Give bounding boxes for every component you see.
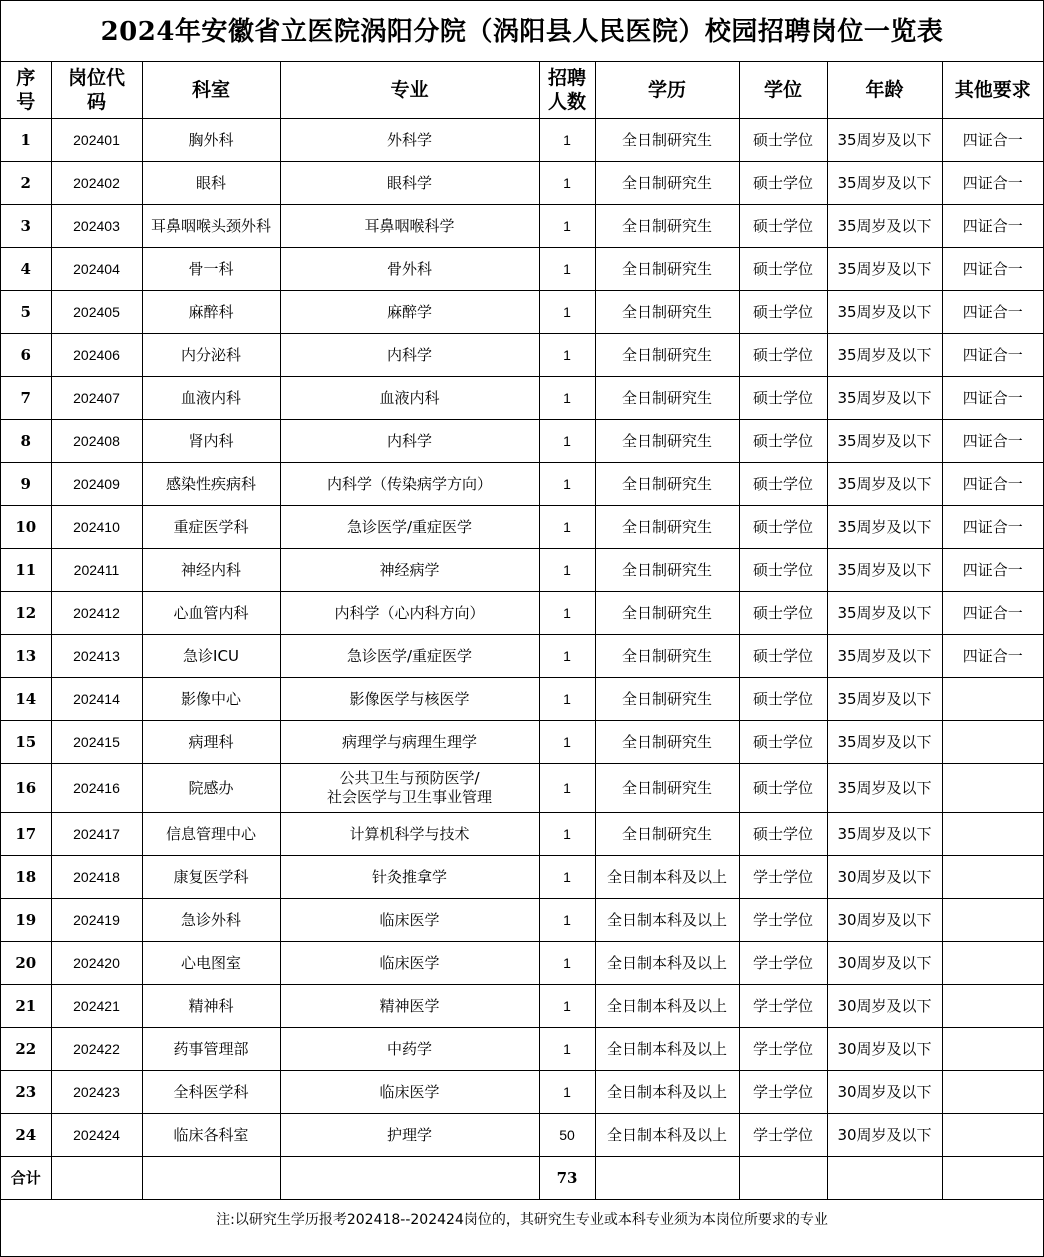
- cell-code: 202403: [51, 204, 142, 247]
- table-row: [1, 290, 1043, 333]
- table-row: [1, 898, 1043, 941]
- cell-dept: 临床各科室: [142, 1113, 280, 1156]
- cell-count: 1: [539, 333, 595, 376]
- cell-age: 35周岁及以下: [827, 333, 942, 376]
- cell-code: 202421: [51, 984, 142, 1027]
- cell-other: 四证合一: [942, 247, 1043, 290]
- cell-other: [942, 984, 1043, 1027]
- cell-count: 1: [539, 204, 595, 247]
- cell-degree: 学士学位: [739, 984, 827, 1027]
- cell-seq: 12: [1, 591, 51, 634]
- table-row: [1, 763, 1043, 812]
- cell-age: 30周岁及以下: [827, 1027, 942, 1070]
- cell-degree: 硕士学位: [739, 118, 827, 161]
- table-row: [1, 1027, 1043, 1070]
- cell-dept: 影像中心: [142, 677, 280, 720]
- cell-edu: 全日制研究生: [595, 720, 739, 763]
- cell-degree: 硕士学位: [739, 720, 827, 763]
- cell-edu: 全日制研究生: [595, 505, 739, 548]
- cell-edu: 全日制本科及以上: [595, 984, 739, 1027]
- cell-seq: 17: [1, 812, 51, 855]
- cell-major: 临床医学: [280, 941, 539, 984]
- cell-major: 神经病学: [280, 548, 539, 591]
- cell-age: 35周岁及以下: [827, 376, 942, 419]
- cell-other: [942, 812, 1043, 855]
- cell-count: 1: [539, 1027, 595, 1070]
- cell-other: 四证合一: [942, 419, 1043, 462]
- cell-other: 四证合一: [942, 118, 1043, 161]
- cell-dept: 耳鼻咽喉头颈外科: [142, 204, 280, 247]
- cell-age: 35周岁及以下: [827, 505, 942, 548]
- total-empty-major: [280, 1156, 539, 1199]
- cell-seq: 6: [1, 333, 51, 376]
- table-row: [1, 720, 1043, 763]
- cell-seq: 9: [1, 462, 51, 505]
- cell-seq: 5: [1, 290, 51, 333]
- cell-seq: 14: [1, 677, 51, 720]
- cell-code: 202416: [51, 763, 142, 812]
- cell-dept: 胸外科: [142, 118, 280, 161]
- cell-count: 1: [539, 548, 595, 591]
- cell-code: 202419: [51, 898, 142, 941]
- header-count: 招聘 人数: [539, 62, 595, 118]
- cell-edu: 全日制本科及以上: [595, 855, 739, 898]
- cell-count: 1: [539, 161, 595, 204]
- cell-major: 计算机科学与技术: [280, 812, 539, 855]
- total-empty-edu: [595, 1156, 739, 1199]
- table-row: [1, 505, 1043, 548]
- cell-count: 1: [539, 984, 595, 1027]
- cell-age: 35周岁及以下: [827, 591, 942, 634]
- cell-edu: 全日制研究生: [595, 548, 739, 591]
- cell-major: 血液内科: [280, 376, 539, 419]
- cell-other: [942, 1113, 1043, 1156]
- cell-age: 35周岁及以下: [827, 118, 942, 161]
- total-empty-degree: [739, 1156, 827, 1199]
- cell-count: 1: [539, 462, 595, 505]
- table-row: [1, 548, 1043, 591]
- cell-seq: 8: [1, 419, 51, 462]
- cell-degree: 硕士学位: [739, 677, 827, 720]
- cell-count: 1: [539, 720, 595, 763]
- cell-other: [942, 677, 1043, 720]
- cell-count: 1: [539, 855, 595, 898]
- cell-seq: 20: [1, 941, 51, 984]
- cell-degree: 硕士学位: [739, 505, 827, 548]
- cell-code: 202417: [51, 812, 142, 855]
- cell-major: 公共卫生与预防医学/ 社会医学与卫生事业管理: [280, 763, 539, 812]
- cell-dept: 病理科: [142, 720, 280, 763]
- cell-count: 1: [539, 419, 595, 462]
- cell-age: 30周岁及以下: [827, 984, 942, 1027]
- cell-degree: 学士学位: [739, 1113, 827, 1156]
- cell-other: 四证合一: [942, 634, 1043, 677]
- table-header: [1, 62, 1043, 118]
- total-count: 73: [539, 1156, 595, 1199]
- cell-count: 1: [539, 118, 595, 161]
- table-row: [1, 376, 1043, 419]
- cell-age: 30周岁及以下: [827, 855, 942, 898]
- cell-other: 四证合一: [942, 161, 1043, 204]
- cell-code: 202409: [51, 462, 142, 505]
- header-seq: 序 号: [1, 62, 51, 118]
- cell-count: 1: [539, 812, 595, 855]
- header-dept: 科室: [142, 62, 280, 118]
- cell-edu: 全日制研究生: [595, 333, 739, 376]
- cell-code: 202413: [51, 634, 142, 677]
- cell-edu: 全日制研究生: [595, 419, 739, 462]
- cell-degree: 硕士学位: [739, 419, 827, 462]
- cell-edu: 全日制本科及以上: [595, 898, 739, 941]
- cell-count: 1: [539, 677, 595, 720]
- cell-dept: 眼科: [142, 161, 280, 204]
- cell-seq: 3: [1, 204, 51, 247]
- cell-seq: 24: [1, 1113, 51, 1156]
- header-code: 岗位代 码: [51, 62, 142, 118]
- cell-other: [942, 898, 1043, 941]
- cell-edu: 全日制研究生: [595, 247, 739, 290]
- cell-seq: 22: [1, 1027, 51, 1070]
- table-body: [1, 118, 1043, 1156]
- cell-degree: 硕士学位: [739, 161, 827, 204]
- cell-other: 四证合一: [942, 591, 1043, 634]
- cell-code: 202422: [51, 1027, 142, 1070]
- page-title: 2024年安徽省立医院涡阳分院（涡阳县人民医院）校园招聘岗位一览表: [1, 1, 1043, 62]
- cell-code: 202406: [51, 333, 142, 376]
- cell-code: 202405: [51, 290, 142, 333]
- cell-degree: 学士学位: [739, 855, 827, 898]
- cell-age: 30周岁及以下: [827, 898, 942, 941]
- cell-other: [942, 720, 1043, 763]
- cell-edu: 全日制研究生: [595, 763, 739, 812]
- cell-age: 30周岁及以下: [827, 1070, 942, 1113]
- cell-dept: 重症医学科: [142, 505, 280, 548]
- cell-age: 35周岁及以下: [827, 720, 942, 763]
- table-row: [1, 855, 1043, 898]
- cell-degree: 硕士学位: [739, 290, 827, 333]
- cell-count: 50: [539, 1113, 595, 1156]
- cell-major: 骨外科: [280, 247, 539, 290]
- cell-other: 四证合一: [942, 462, 1043, 505]
- cell-other: 四证合一: [942, 204, 1043, 247]
- cell-dept: 肾内科: [142, 419, 280, 462]
- cell-other: [942, 763, 1043, 812]
- cell-code: 202401: [51, 118, 142, 161]
- cell-major: 麻醉学: [280, 290, 539, 333]
- cell-code: 202424: [51, 1113, 142, 1156]
- cell-age: 35周岁及以下: [827, 763, 942, 812]
- header-age: 年龄: [827, 62, 942, 118]
- cell-dept: 康复医学科: [142, 855, 280, 898]
- cell-count: 1: [539, 1070, 595, 1113]
- cell-seq: 10: [1, 505, 51, 548]
- total-row: [1, 1156, 1043, 1199]
- cell-age: 35周岁及以下: [827, 634, 942, 677]
- cell-edu: 全日制研究生: [595, 290, 739, 333]
- cell-other: [942, 941, 1043, 984]
- cell-degree: 硕士学位: [739, 812, 827, 855]
- cell-degree: 硕士学位: [739, 247, 827, 290]
- cell-other: 四证合一: [942, 505, 1043, 548]
- cell-code: 202415: [51, 720, 142, 763]
- cell-code: 202410: [51, 505, 142, 548]
- cell-other: 四证合一: [942, 376, 1043, 419]
- cell-seq: 15: [1, 720, 51, 763]
- cell-other: [942, 1070, 1043, 1113]
- cell-major: 护理学: [280, 1113, 539, 1156]
- cell-age: 35周岁及以下: [827, 812, 942, 855]
- cell-edu: 全日制研究生: [595, 677, 739, 720]
- cell-count: 1: [539, 290, 595, 333]
- cell-major: 针灸推拿学: [280, 855, 539, 898]
- cell-seq: 21: [1, 984, 51, 1027]
- cell-seq: 19: [1, 898, 51, 941]
- cell-count: 1: [539, 505, 595, 548]
- table-row: [1, 118, 1043, 161]
- cell-major: 眼科学: [280, 161, 539, 204]
- cell-edu: 全日制本科及以上: [595, 1027, 739, 1070]
- header-row: [1, 62, 1043, 118]
- cell-other: [942, 1027, 1043, 1070]
- cell-major: 急诊医学/重症医学: [280, 634, 539, 677]
- cell-degree: 硕士学位: [739, 204, 827, 247]
- total-empty-code: [51, 1156, 142, 1199]
- cell-age: 30周岁及以下: [827, 1113, 942, 1156]
- cell-major: 内科学: [280, 419, 539, 462]
- cell-edu: 全日制研究生: [595, 462, 739, 505]
- cell-age: 35周岁及以下: [827, 247, 942, 290]
- table-row: [1, 161, 1043, 204]
- cell-other: 四证合一: [942, 333, 1043, 376]
- cell-code: 202423: [51, 1070, 142, 1113]
- cell-degree: 学士学位: [739, 898, 827, 941]
- cell-age: 35周岁及以下: [827, 419, 942, 462]
- table-footer: [1, 1156, 1043, 1199]
- cell-edu: 全日制本科及以上: [595, 1113, 739, 1156]
- cell-major: 外科学: [280, 118, 539, 161]
- cell-major: 内科学（心内科方向）: [280, 591, 539, 634]
- table-row: [1, 984, 1043, 1027]
- cell-age: 35周岁及以下: [827, 462, 942, 505]
- cell-dept: 药事管理部: [142, 1027, 280, 1070]
- cell-dept: 内分泌科: [142, 333, 280, 376]
- cell-seq: 1: [1, 118, 51, 161]
- cell-count: 1: [539, 591, 595, 634]
- cell-major: 临床医学: [280, 1070, 539, 1113]
- footnote: 注:以研究生学历报考202418--202424岗位的，其研究生专业或本科专业须为本岗位所要求的专业: [216, 1211, 828, 1228]
- cell-code: 202414: [51, 677, 142, 720]
- cell-dept: 心电图室: [142, 941, 280, 984]
- header-major: 专业: [280, 62, 539, 118]
- cell-seq: 2: [1, 161, 51, 204]
- table-row: [1, 591, 1043, 634]
- cell-dept: 急诊ICU: [142, 634, 280, 677]
- cell-code: 202407: [51, 376, 142, 419]
- cell-dept: 神经内科: [142, 548, 280, 591]
- table-row: [1, 204, 1043, 247]
- positions-table: [1, 62, 1043, 1200]
- cell-seq: 4: [1, 247, 51, 290]
- cell-major: 临床医学: [280, 898, 539, 941]
- cell-dept: 血液内科: [142, 376, 280, 419]
- cell-code: 202408: [51, 419, 142, 462]
- cell-seq: 11: [1, 548, 51, 591]
- cell-major: 内科学: [280, 333, 539, 376]
- cell-degree: 硕士学位: [739, 763, 827, 812]
- cell-age: 30周岁及以下: [827, 941, 942, 984]
- cell-seq: 7: [1, 376, 51, 419]
- cell-major: 中药学: [280, 1027, 539, 1070]
- cell-count: 1: [539, 763, 595, 812]
- table-row: [1, 634, 1043, 677]
- table-row: [1, 812, 1043, 855]
- cell-seq: 18: [1, 855, 51, 898]
- total-label: 合计: [1, 1156, 51, 1199]
- cell-age: 35周岁及以下: [827, 204, 942, 247]
- cell-degree: 学士学位: [739, 1027, 827, 1070]
- cell-major: 病理学与病理生理学: [280, 720, 539, 763]
- cell-age: 35周岁及以下: [827, 548, 942, 591]
- cell-other: 四证合一: [942, 548, 1043, 591]
- table-row: [1, 247, 1043, 290]
- cell-dept: 精神科: [142, 984, 280, 1027]
- cell-degree: 硕士学位: [739, 591, 827, 634]
- cell-dept: 心血管内科: [142, 591, 280, 634]
- header-degree: 学位: [739, 62, 827, 118]
- table-row: [1, 462, 1043, 505]
- cell-count: 1: [539, 634, 595, 677]
- cell-edu: 全日制研究生: [595, 204, 739, 247]
- cell-count: 1: [539, 247, 595, 290]
- cell-count: 1: [539, 376, 595, 419]
- cell-age: 35周岁及以下: [827, 677, 942, 720]
- cell-edu: 全日制研究生: [595, 634, 739, 677]
- cell-code: 202420: [51, 941, 142, 984]
- cell-code: 202402: [51, 161, 142, 204]
- cell-edu: 全日制研究生: [595, 118, 739, 161]
- cell-dept: 麻醉科: [142, 290, 280, 333]
- table-row: [1, 419, 1043, 462]
- table-row: [1, 1113, 1043, 1156]
- cell-dept: 院感办: [142, 763, 280, 812]
- cell-degree: 硕士学位: [739, 462, 827, 505]
- cell-age: 35周岁及以下: [827, 290, 942, 333]
- cell-code: 202418: [51, 855, 142, 898]
- cell-degree: 硕士学位: [739, 634, 827, 677]
- cell-dept: 感染性疾病科: [142, 462, 280, 505]
- total-empty-age: [827, 1156, 942, 1199]
- cell-code: 202412: [51, 591, 142, 634]
- total-empty-dept: [142, 1156, 280, 1199]
- cell-major: 影像医学与核医学: [280, 677, 539, 720]
- cell-degree: 学士学位: [739, 941, 827, 984]
- cell-dept: 急诊外科: [142, 898, 280, 941]
- cell-other: 四证合一: [942, 290, 1043, 333]
- table-row: [1, 333, 1043, 376]
- total-empty-other: [942, 1156, 1043, 1199]
- table-row: [1, 1070, 1043, 1113]
- cell-edu: 全日制研究生: [595, 161, 739, 204]
- cell-edu: 全日制研究生: [595, 376, 739, 419]
- header-edu: 学历: [595, 62, 739, 118]
- header-other: 其他要求: [942, 62, 1043, 118]
- cell-code: 202404: [51, 247, 142, 290]
- cell-dept: 信息管理中心: [142, 812, 280, 855]
- cell-edu: 全日制本科及以上: [595, 941, 739, 984]
- cell-degree: 硕士学位: [739, 333, 827, 376]
- cell-seq: 13: [1, 634, 51, 677]
- cell-major: 耳鼻咽喉科学: [280, 204, 539, 247]
- cell-age: 35周岁及以下: [827, 161, 942, 204]
- cell-other: [942, 855, 1043, 898]
- cell-count: 1: [539, 941, 595, 984]
- cell-major: 内科学（传染病学方向）: [280, 462, 539, 505]
- cell-major: 精神医学: [280, 984, 539, 1027]
- cell-degree: 硕士学位: [739, 376, 827, 419]
- cell-dept: 骨一科: [142, 247, 280, 290]
- cell-edu: 全日制研究生: [595, 812, 739, 855]
- cell-count: 1: [539, 898, 595, 941]
- cell-edu: 全日制本科及以上: [595, 1070, 739, 1113]
- cell-degree: 学士学位: [739, 1070, 827, 1113]
- cell-code: 202411: [51, 548, 142, 591]
- cell-degree: 硕士学位: [739, 548, 827, 591]
- cell-major: 急诊医学/重症医学: [280, 505, 539, 548]
- cell-seq: 23: [1, 1070, 51, 1113]
- cell-edu: 全日制研究生: [595, 591, 739, 634]
- table-row: [1, 941, 1043, 984]
- cell-dept: 全科医学科: [142, 1070, 280, 1113]
- cell-seq: 16: [1, 763, 51, 812]
- table-row: [1, 677, 1043, 720]
